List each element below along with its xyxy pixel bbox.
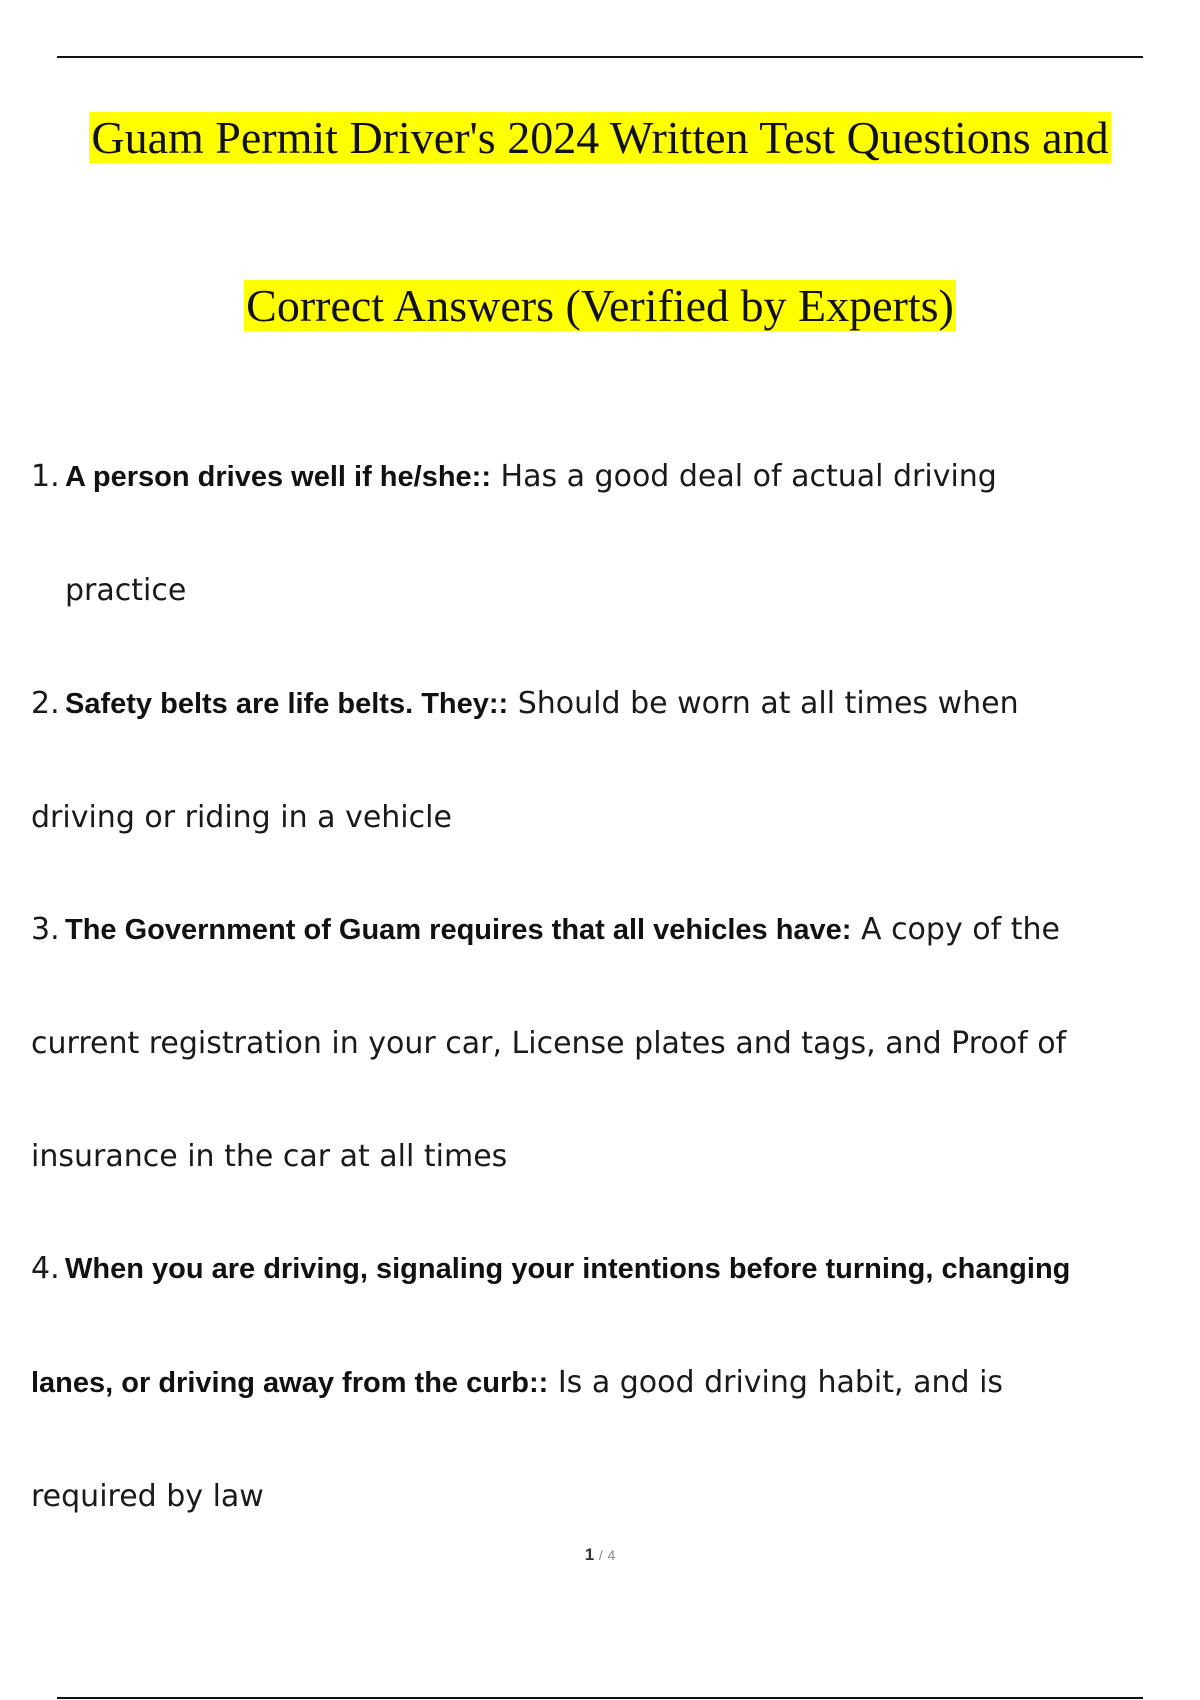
question-number: 3.: [31, 912, 60, 947]
bottom-divider: [57, 1697, 1143, 1699]
question-2-line-1: [31, 647, 1151, 761]
question-number: 2.: [31, 686, 60, 721]
question-3-line-1: [31, 873, 1171, 987]
question-text: lanes, or driving away from the curb::: [31, 1367, 549, 1399]
question-1-line-2: [31, 534, 1091, 647]
question-1-line-1: [31, 420, 1091, 534]
answer-text: A copy of the: [851, 912, 1060, 947]
title-highlight-2: Correct Answers (Verified by Experts): [246, 280, 954, 331]
question-item-4: [31, 1212, 1191, 1553]
question-text: Safety belts are life belts. They::: [65, 688, 509, 720]
question-text: When you are driving, signaling your intentions before turning, changing: [65, 1253, 1071, 1285]
question-3-line-2: [31, 987, 1171, 1100]
total-pages: 4: [607, 1547, 616, 1563]
question-4-line-1: [31, 1212, 1191, 1326]
question-text: The Government of Guam requires that all vehicles have:: [65, 914, 852, 946]
question-number: 1.: [31, 459, 60, 494]
question-item-2: [31, 647, 1151, 874]
question-item-3: [31, 873, 1171, 1213]
question-2-line-2: [31, 761, 1151, 874]
question-text: A person drives well if he/she::: [65, 461, 491, 493]
answer-text: current registration in your car, License plates and tags, and Proof of: [31, 1026, 1067, 1061]
document-title-line-1: [0, 110, 1200, 166]
question-3-line-3: [31, 1100, 1171, 1213]
page-indicator: [0, 1545, 1200, 1565]
question-4-line-3: [31, 1440, 1191, 1553]
answer-text: required by law: [31, 1479, 264, 1514]
title-highlight-1: Guam Permit Driver's 2024 Written Test Questions and: [91, 112, 1109, 163]
document-title-line-2: [0, 278, 1200, 334]
question-number: 4.: [31, 1251, 60, 1286]
question-item-1: [31, 420, 1091, 647]
top-divider: [57, 56, 1143, 58]
answer-text: Should be worn at all times when: [508, 686, 1019, 721]
answer-text: insurance in the car at all times: [31, 1139, 508, 1174]
page-separator: /: [598, 1547, 603, 1563]
answer-text: Has a good deal of actual driving: [490, 459, 997, 494]
answer-text: driving or riding in a vehicle: [31, 800, 452, 835]
question-4-line-2: [31, 1326, 1191, 1440]
answer-text: Is a good driving habit, and is: [548, 1365, 1004, 1400]
current-page: 1: [584, 1545, 595, 1564]
answer-text: practice: [65, 573, 187, 608]
